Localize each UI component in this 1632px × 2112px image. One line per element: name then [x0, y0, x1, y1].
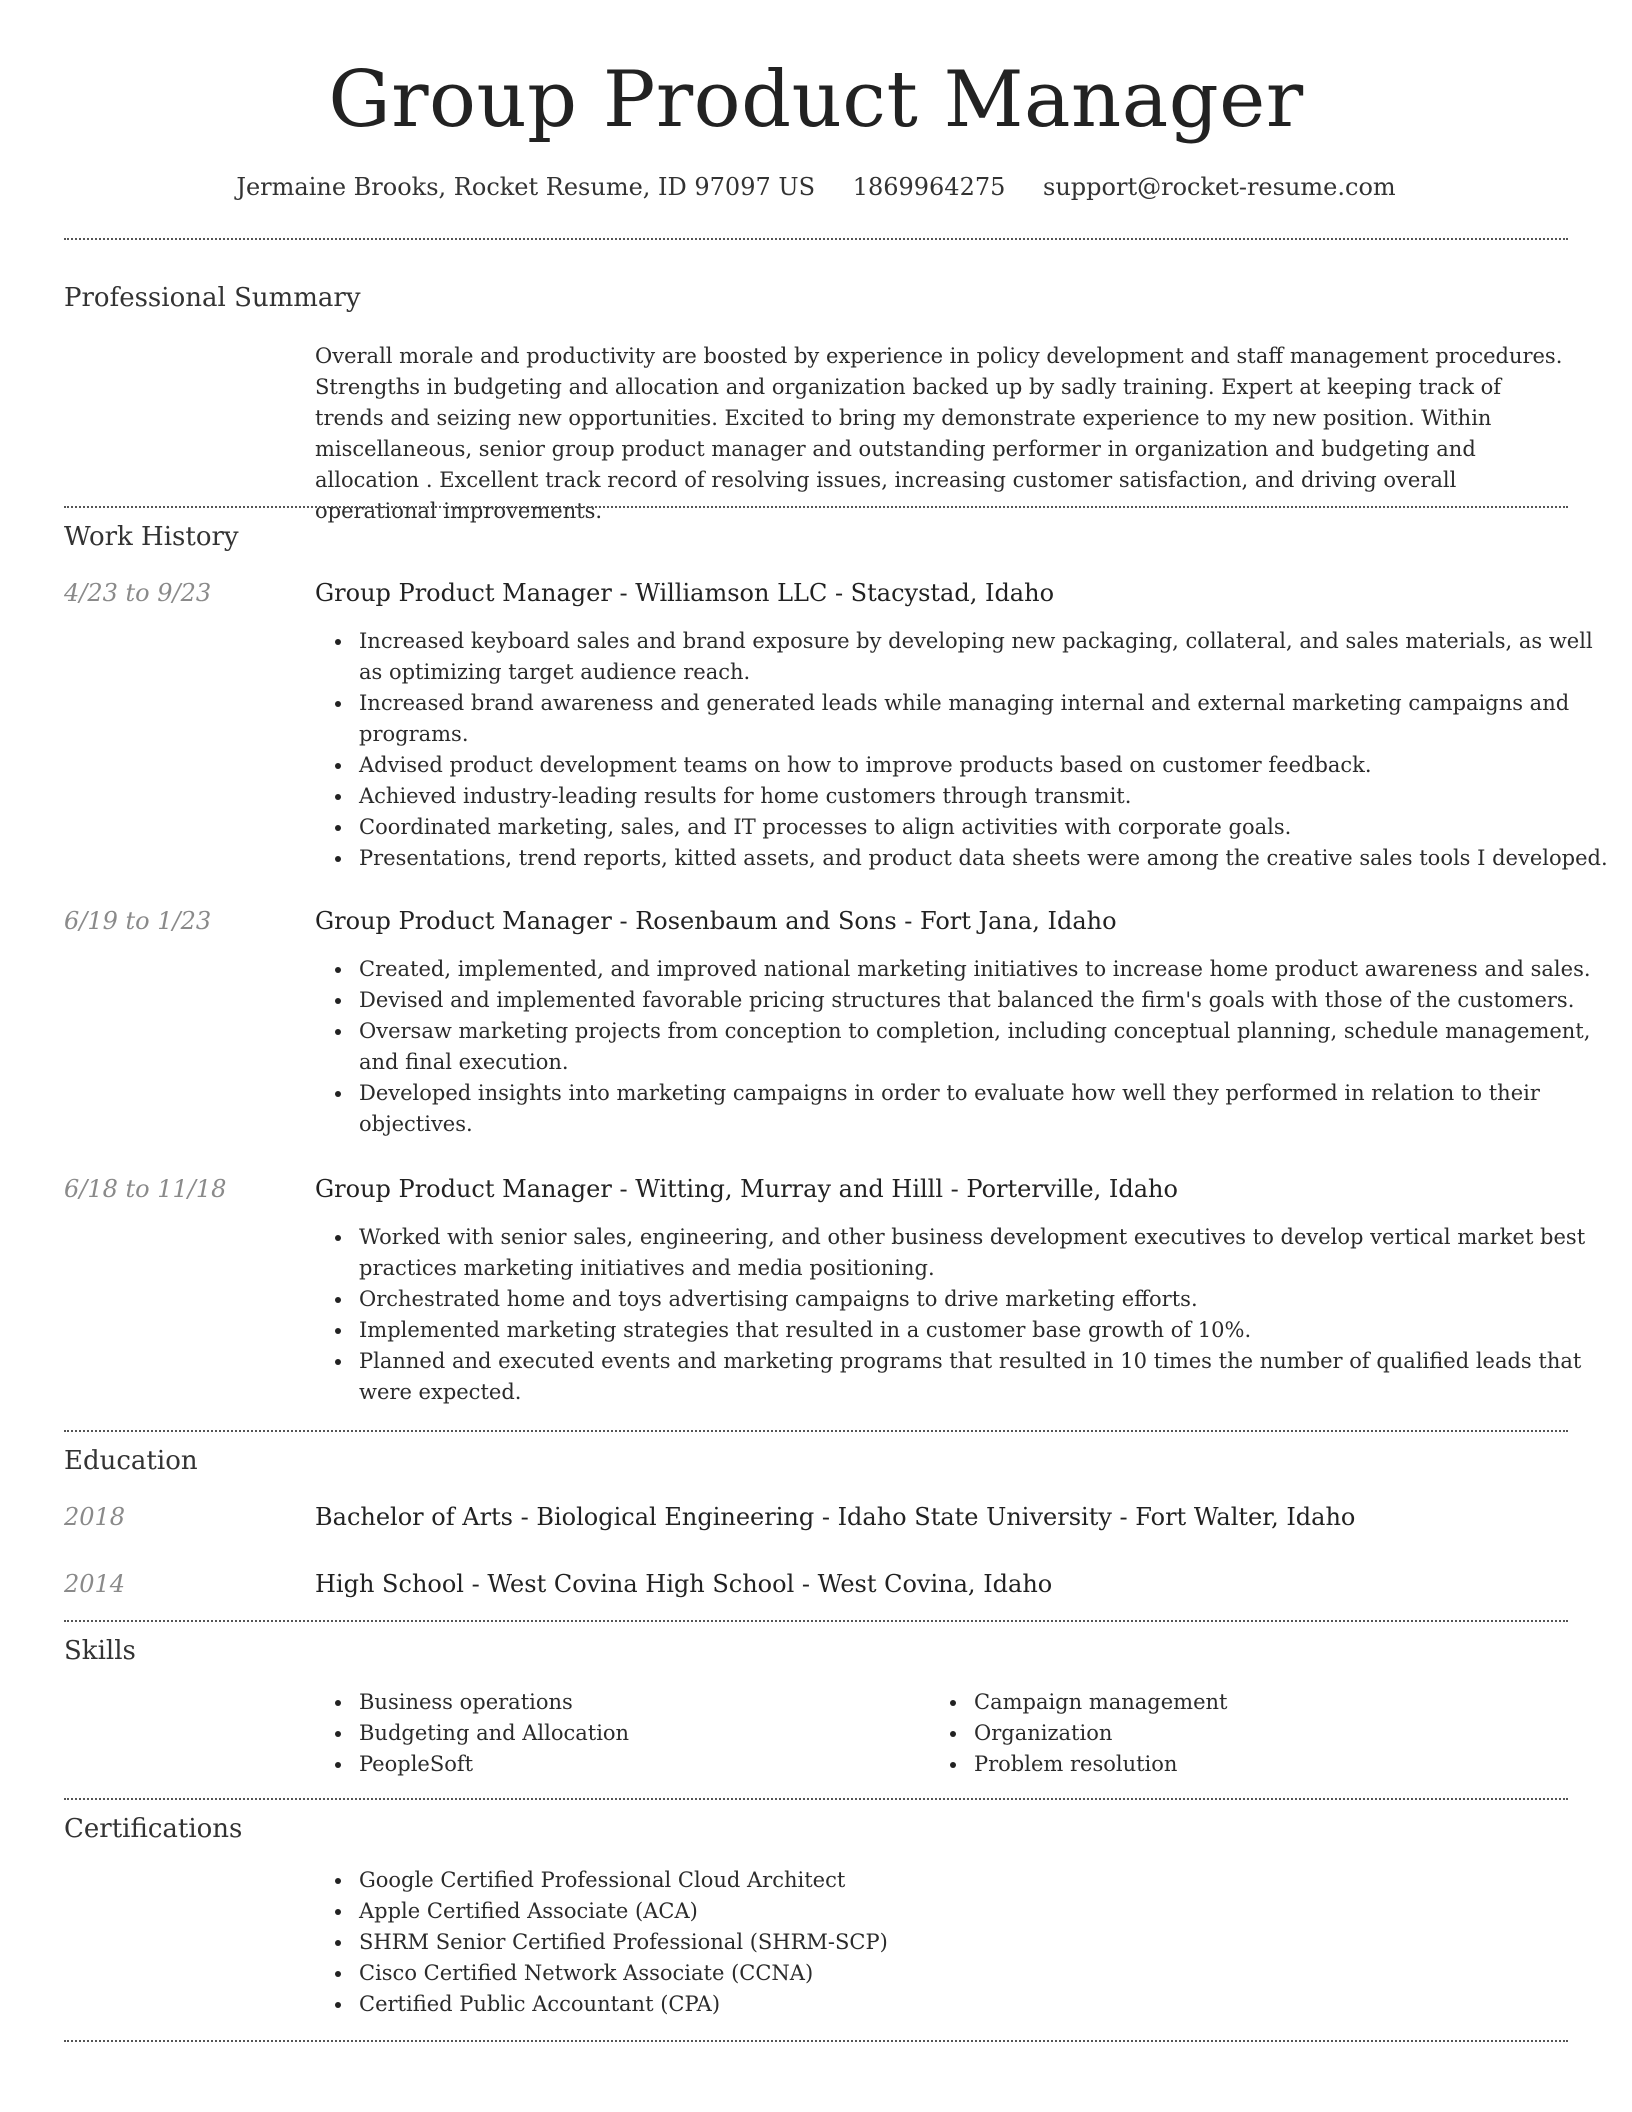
list-item: Budgeting and Allocation [359, 1718, 919, 1749]
job-bullets [315, 954, 1614, 1140]
skills-list-right [930, 1687, 1574, 1780]
list-item: PeopleSoft [359, 1749, 919, 1780]
resume-title: Group Product Manager [328, 55, 1304, 145]
contact-address: Jermaine Brooks, Rocket Resume, ID 97097 US [236, 173, 816, 201]
education-year: 2018 [64, 1503, 126, 1531]
list-item: Devised and implemented favorable pricing structures that balanced the firm's goals with those of the customers. [359, 985, 1614, 1016]
job-title: Group Product Manager - Rosenbaum and Sons - Fort Jana, Idaho [315, 907, 1117, 935]
section-divider [64, 506, 1568, 508]
contact-email[interactable]: support@rocket-resume.com [1043, 173, 1396, 201]
list-item: Problem resolution [974, 1749, 1574, 1780]
list-item: Orchestrated home and toys advertising campaigns to drive marketing efforts. [359, 1284, 1614, 1315]
skills-list-left [315, 1687, 919, 1780]
section-divider [64, 238, 1568, 240]
contact-phone[interactable]: 1869964275 [852, 173, 1006, 201]
list-item: Advised product development teams on how to improve products based on customer feedback. [359, 750, 1614, 781]
education-year: 2014 [64, 1570, 126, 1598]
contact-line [0, 170, 1632, 204]
section-divider [64, 1798, 1568, 1800]
job-dates: 4/23 to 9/23 [64, 579, 212, 607]
skills-heading: Skills [64, 1636, 136, 1666]
job-title: Group Product Manager - Witting, Murray and Hilll - Porterville, Idaho [315, 1175, 1178, 1203]
job-dates: 6/19 to 1/23 [64, 907, 212, 935]
section-divider [64, 2040, 1568, 2042]
education-entry: High School - West Covina High School - West Covina, Idaho [315, 1570, 1053, 1598]
summary-text: Overall morale and productivity are boosted by experience in policy development and staff management procedures. Strengths in budgeting and allocation and organization backed up by sadly training. Expert at keeping track of trends and seizing new opportunities. Excited to bring my demonstrate experience to my new position. Within miscellaneous, senior group product manager and outstanding performer in organization and budgeting and allocation . Excellent track record of resolving issues, increasing customer satisfaction, and driving overall operational improvements. [315, 344, 1563, 523]
list-item: Campaign management [974, 1687, 1574, 1718]
list-item: Achieved industry-leading results for home customers through transmit. [359, 781, 1614, 812]
list-item: Cisco Certified Network Associate (CCNA) [359, 1958, 1614, 1989]
list-item: Business operations [359, 1687, 919, 1718]
list-item: Increased brand awareness and generated leads while managing internal and external marketing campaigns and programs. [359, 688, 1614, 750]
work-history-heading: Work History [64, 522, 239, 552]
list-item: Google Certified Professional Cloud Architect [359, 1865, 1614, 1896]
list-item: Certified Public Accountant (CPA) [359, 1989, 1614, 2020]
list-item: Organization [974, 1718, 1574, 1749]
list-item: SHRM Senior Certified Professional (SHRM-SCP) [359, 1927, 1614, 1958]
section-divider [64, 1620, 1568, 1622]
list-item: Apple Certified Associate (ACA) [359, 1896, 1614, 1927]
list-item: Developed insights into marketing campaigns in order to evaluate how well they performed in relation to their objectives. [359, 1078, 1614, 1140]
job-bullets [315, 626, 1614, 874]
education-entry: Bachelor of Arts - Biological Engineering - Idaho State University - Fort Walter, Idaho [315, 1503, 1356, 1531]
education-heading: Education [64, 1446, 198, 1476]
list-item: Increased keyboard sales and brand exposure by developing new packaging, collateral, and sales materials, as well as optimizing target audience reach. [359, 626, 1614, 688]
list-item: Implemented marketing strategies that resulted in a customer base growth of 10%. [359, 1315, 1614, 1346]
job-title: Group Product Manager - Williamson LLC - Stacystad, Idaho [315, 579, 1055, 607]
job-dates: 6/18 to 11/18 [64, 1175, 227, 1203]
list-item: Presentations, trend reports, kitted assets, and product data sheets were among the creative sales tools I developed. [359, 843, 1614, 874]
summary-heading: Professional Summary [64, 283, 361, 313]
certifications-heading: Certifications [64, 1814, 243, 1844]
list-item: Planned and executed events and marketing programs that resulted in 10 times the number of qualified leads that were expected. [359, 1346, 1614, 1408]
job-bullets [315, 1222, 1614, 1408]
list-item: Coordinated marketing, sales, and IT processes to align activities with corporate goals. [359, 812, 1614, 843]
section-divider [64, 1430, 1568, 1432]
list-item: Oversaw marketing projects from conception to completion, including conceptual planning, schedule management, and final execution. [359, 1016, 1614, 1078]
list-item: Created, implemented, and improved national marketing initiatives to increase home product awareness and sales. [359, 954, 1614, 985]
list-item: Worked with senior sales, engineering, and other business development executives to develop vertical market best practices marketing initiatives and media positioning. [359, 1222, 1614, 1284]
certifications-list [315, 1865, 1614, 2020]
